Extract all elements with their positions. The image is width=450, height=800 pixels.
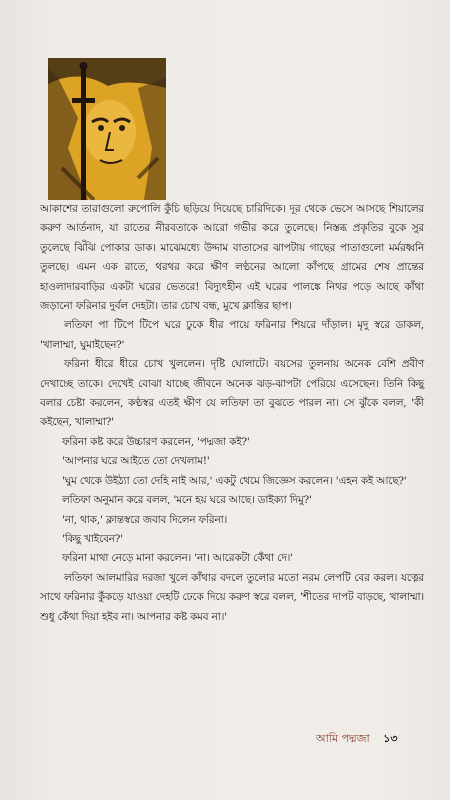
dialogue-line: ফরিনা কষ্ট করে উচ্চারণ করলেন, 'পদ্মজা কই?' bbox=[62, 435, 250, 448]
dialogue-line: 'কিছু খাইবেন?' bbox=[62, 532, 123, 545]
page-footer bbox=[316, 730, 436, 750]
dialogue-line: 'ঘুম থেকে উইঠ্যা তো দেহি নাই আর,' একটু থেমে জিজ্ঞেস করলেন। 'এহন কই আছে?' bbox=[62, 474, 407, 487]
paragraph: ফরিনা ধীরে ধীরে চোখ খুললেন। দৃষ্টি ঘোলাটে। বয়সের তুলনায় অনেক বেশি প্রবীণ দেখাচ্ছে তাকে। দেখেই বোঝা যাচ্ছে জীবনে অনেক ঝড়-ঝাপটা পেরিয়ে এসেছেন। তিনি কিছু বলার চেষ্টা করলেন, কণ্ঠস্বর এতই ক্ষীণ যে লতিফা তা বুঝতে পারল না। সে ঝুঁকে বলল, 'কী কইছেন, খালাম্মা?' bbox=[40, 358, 424, 429]
paragraph: লতিফা আলমারির দরজা খুলে কাঁথার বদলে তুলোর মতো নরম লেপটি বের করল। যত্নের সাথে ফরিনার কুঁকড়ে যাওয়া দেহটি ঢেকে দিয়ে করুণ স্বরে বলল, 'শীতের দাপট বাড়ছে, খালাম্মা। শুধু কেঁথা দিয়া হইব না। আপনার কষ্ট কমব না।' bbox=[40, 571, 424, 623]
dialogue-line: ফরিনা মাথা নেড়ে মানা করলেন। 'না। আরেকটা কেঁথা দে।' bbox=[62, 552, 293, 565]
dialogue-line: লতিফা অনুমান করে বলল, 'মনে হয় ঘরে আছে। ডাইক্যা দিমু?' bbox=[62, 494, 312, 507]
page-number: ১৩ bbox=[383, 732, 398, 745]
sword-and-face-icon bbox=[48, 58, 166, 200]
book-title: আমি পদ্মজা bbox=[316, 732, 370, 745]
paragraph: লতিফা পা টিপে টিপে ঘরে ঢুকে ধীর পায়ে ফরিনার শিয়রে দাঁড়াল। মৃদু স্বরে ডাকল, 'খালাম্মা, ঘুমাইছেন?' bbox=[40, 319, 424, 351]
paragraph: আকাশের তারাগুলো রুপোলি কুঁচি ছড়িয়ে দিয়েছে চারিদিকে। দূর থেকে ভেসে আসছে শিয়ালের করুণ আর্তনাদ, যা রাতের নীরবতাকে আরো গভীর করে তুলেছে। নিস্তব্ধ প্রকৃতির বুকে সুর তুলেছে ঝিঁঝি পোকার ডাক। মাঝেমধ্যে উদ্দাম বাতাসের ঝাপটায় গাছের পাতাগুলো মর্মরধ্বনি তুলছে। এমন এক রাতে, থরথর করে ক্ষীণ লণ্ঠনের আলো কাঁপছে গ্রামের শেষ প্রান্তের হাওলাদারবাড়ির একটা ঘরের ভেতরে! বিদ্যুৎহীন এই ঘরের পালঙ্কে নিথর পড়ে আছে কাঁথা জড়ানো ফরিনার দুর্বল দেহটা। তার চোখ বন্ধ, মুখে ক্লান্তির ছাপ। bbox=[40, 203, 424, 313]
story-body bbox=[40, 200, 424, 627]
chapter-illustration bbox=[48, 58, 166, 200]
dialogue-line: 'না, থাক,' ক্লান্তস্বরে জবাব দিলেন ফরিনা। bbox=[62, 513, 228, 526]
dialogue-line: 'আপনার ঘরে আইতে তো দেখলাম!' bbox=[62, 455, 210, 468]
